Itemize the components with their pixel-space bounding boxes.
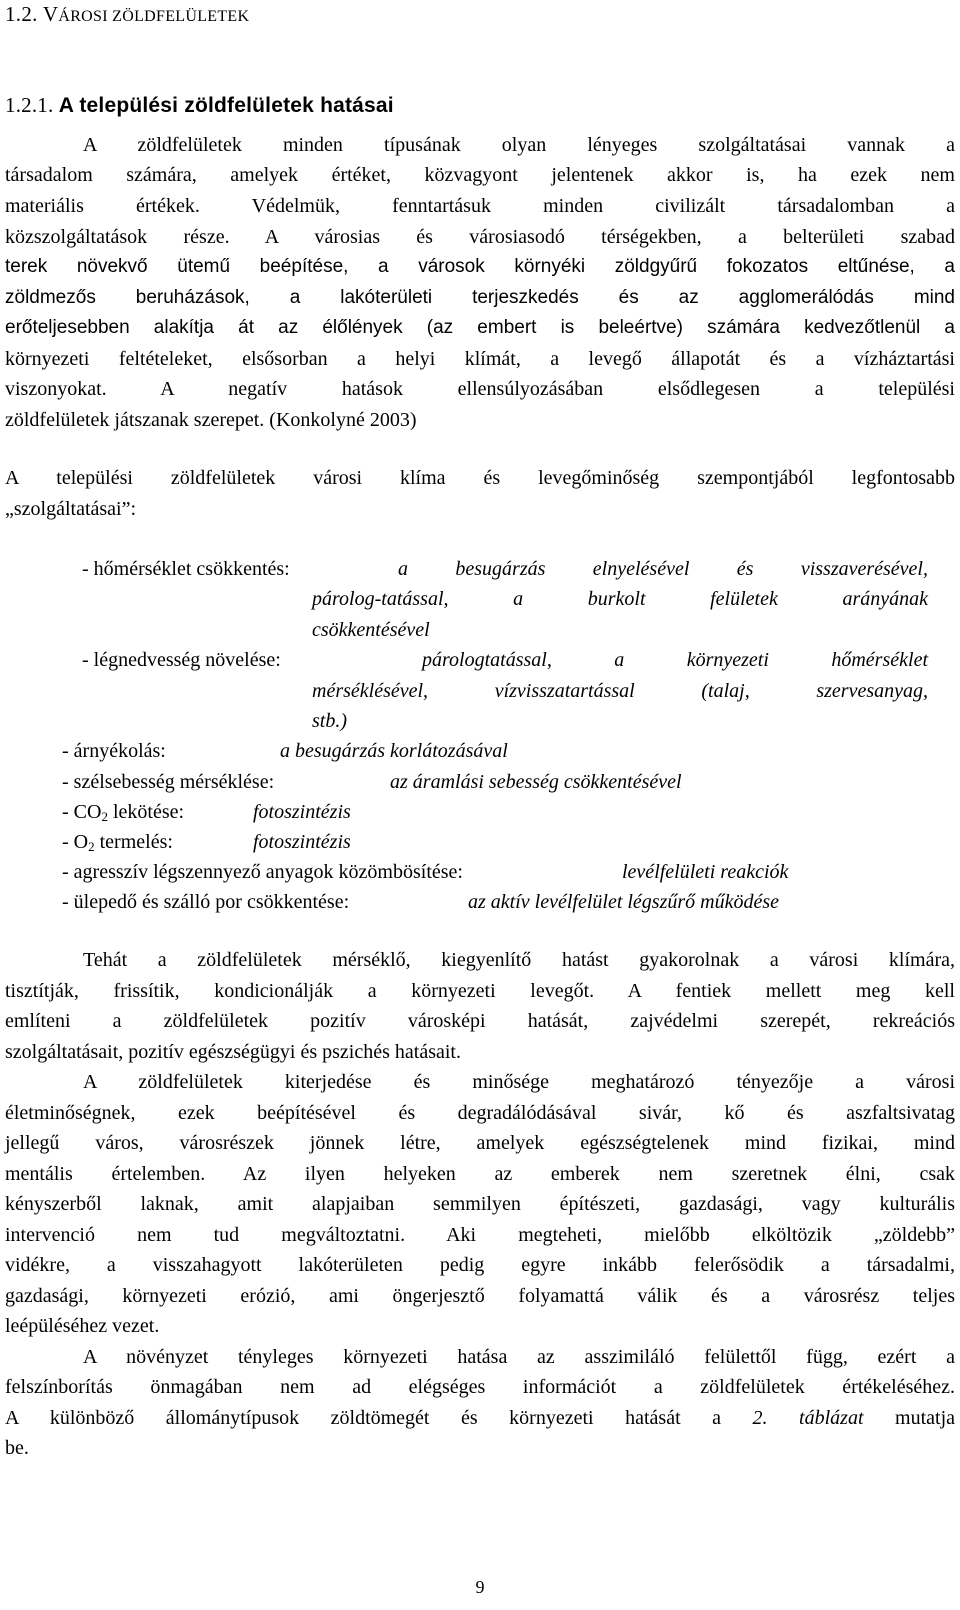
- paragraph-line: A növényzet tényleges környezeti hatása az asszimiláló felülettől függ, ezért a: [83, 1346, 955, 1368]
- list-item-value: levélfelületi reakciók: [622, 861, 789, 883]
- paragraph-line: [5, 1402, 955, 1434]
- paragraph-line: említeni a zöldfelületek pozitív városképi hatását, zajvédelmi szerepét, rekreációs: [5, 1010, 955, 1032]
- subsection-number: 1.2.1.: [5, 93, 54, 117]
- paragraph-line: leépüléséhez vezet.: [5, 1315, 160, 1337]
- list-item-text: párologtatással, a környezeti hőmérséklet: [422, 649, 928, 671]
- label-text: termelés:: [94, 831, 173, 853]
- section-heading: [5, 2, 249, 27]
- subsection-title: A települési zöldfelületek hatásai: [58, 94, 394, 117]
- paragraph-line: viszonyokat. A negatív hatások ellensúlyozásában elsődlegesen a települési: [5, 378, 955, 400]
- paragraph-line: környezeti feltételeket, elsősorban a helyi klímát, a levegő állapotát és a vízháztartási: [5, 348, 955, 370]
- paragraph-line: szolgáltatásait, pozitív egészségügyi és pszichés hatásait.: [5, 1041, 461, 1063]
- intro-line: A települési zöldfelületek városi klíma és levegőminőség szempontjából legfontosabb: [5, 467, 955, 489]
- subsection-heading: [5, 93, 394, 118]
- text-span: A különböző állománytípusok zöldtömegét és környezeti hatását a: [5, 1407, 753, 1429]
- paragraph-line: zöldmezős beruházások, a lakóterületi terjeszkedés és az agglomerálódás mind: [5, 287, 955, 308]
- list-item-text: mérséklésével, vízvisszatartással (talaj, szervesanyag,: [312, 680, 928, 702]
- list-item-text: stb.): [312, 710, 347, 732]
- list-item-label: - árnyékolás:: [62, 740, 166, 762]
- list-item-value: fotoszintézis: [253, 831, 351, 853]
- paragraph-line: jellegű város, városrészek jönnek létre, amelyek egészségtelenek mind fizikai, mind: [5, 1132, 955, 1154]
- list-item-label: - ülepedő és szálló por csökkentése:: [62, 891, 350, 913]
- label-text: - O: [62, 831, 89, 853]
- paragraph-line: erőteljesebben alakítja át az élőlények (az embert is beleértve) számára kedvezőtlenül a: [5, 317, 955, 338]
- label-text: - CO: [62, 801, 102, 823]
- section-number: 1.2.: [5, 2, 38, 26]
- paragraph-line: kényszerből laknak, amit alapjaiban semmilyen építészeti, gazdasági, vagy kulturális: [5, 1193, 955, 1215]
- paragraph-line: gazdasági, környezeti erózió, ami öngerjesztő folyamattá válik és a városrész teljes: [5, 1285, 955, 1307]
- paragraph-line: A zöldfelületek minden típusának olyan lényeges szolgáltatásai vannak a: [83, 134, 955, 156]
- list-item-label: [62, 826, 173, 858]
- list-item-label: - légnedvesség növelése:: [82, 649, 281, 671]
- table-reference: 2. táblázat: [752, 1407, 864, 1429]
- paragraph-line: közszolgáltatások része. A városias és városiasodó térségekben, a belterületi szabad: [5, 226, 955, 248]
- list-item-text: a besugárzás elnyelésével és visszaverésével,: [398, 558, 928, 580]
- subscript: 2: [88, 839, 95, 854]
- list-item-label: - szélsebesség mérséklése:: [62, 771, 275, 793]
- paragraph-line: intervenció nem tud megváltoztatni. Aki megteheti, mielőbb elköltözik „zöldebb”: [5, 1224, 955, 1246]
- list-item-value: a besugárzás korlátozásával: [280, 740, 508, 762]
- paragraph-line: materiális értékek. Védelmük, fenntartásuk minden civilizált társadalomban a: [5, 195, 955, 217]
- section-title-rest: ÁROSI ZÖLDFELÜLETEK: [58, 8, 250, 25]
- list-item-value: az áramlási sebesség csökkentésével: [390, 771, 682, 793]
- subscript: 2: [101, 809, 108, 824]
- text-span: mutatja: [863, 1407, 956, 1429]
- section-title-first-letter: V: [42, 2, 59, 26]
- paragraph-line: mentális értelemben. Az ilyen helyeken az emberek nem szeretnek élni, csak: [5, 1163, 955, 1185]
- paragraph-line: tisztítják, frissítik, kondicionálják a környezeti levegőt. A fentiek mellett meg kell: [5, 980, 955, 1002]
- list-item-text: csökkentésével: [312, 619, 430, 641]
- paragraph-line: be.: [5, 1437, 29, 1459]
- list-item-value: az aktív levélfelület légszűrő működése: [468, 891, 780, 913]
- list-item-label: - hőmérséklet csökkentés:: [82, 558, 290, 580]
- paragraph-line: életminőségnek, ezek beépítésével és degradálódásával sivár, kő és aszfaltsivatag: [5, 1102, 955, 1124]
- intro-line: „szolgáltatásai”:: [5, 498, 137, 520]
- list-item-value: fotoszintézis: [253, 801, 351, 823]
- label-text: lekötése:: [107, 801, 185, 823]
- page-number: 9: [475, 1577, 485, 1597]
- paragraph-line: A zöldfelületek kiterjedése és minősége meghatározó tényezője a városi: [83, 1071, 955, 1093]
- list-item-text: párolog-tatással, a burkolt felületek arányának: [312, 588, 928, 610]
- paragraph-line: felszínborítás önmagában nem ad elégséges információt a zöldfelületek értékeléséhez.: [5, 1376, 955, 1398]
- paragraph-line: zöldfelületek játszanak szerepet. (Konkolyné 2003): [5, 409, 417, 431]
- paragraph-line: vidékre, a visszahagyott lakóterületen pedig egyre inkább felerősödik a társadalmi,: [5, 1254, 955, 1276]
- paragraph-line: Tehát a zöldfelületek mérséklő, kiegyenlítő hatást gyakorolnak a városi klímára,: [83, 949, 955, 971]
- list-item-label: [62, 796, 184, 828]
- paragraph-line: terek növekvő ütemű beépítése, a városok környéki zöldgyűrű fokozatos eltűnése, a: [5, 256, 955, 277]
- list-item-label: - agresszív légszennyező anyagok közömbösítése:: [62, 861, 463, 883]
- paragraph-line: társadalom számára, amelyek értéket, közvagyont jelentenek akkor is, ha ezek nem: [5, 164, 955, 186]
